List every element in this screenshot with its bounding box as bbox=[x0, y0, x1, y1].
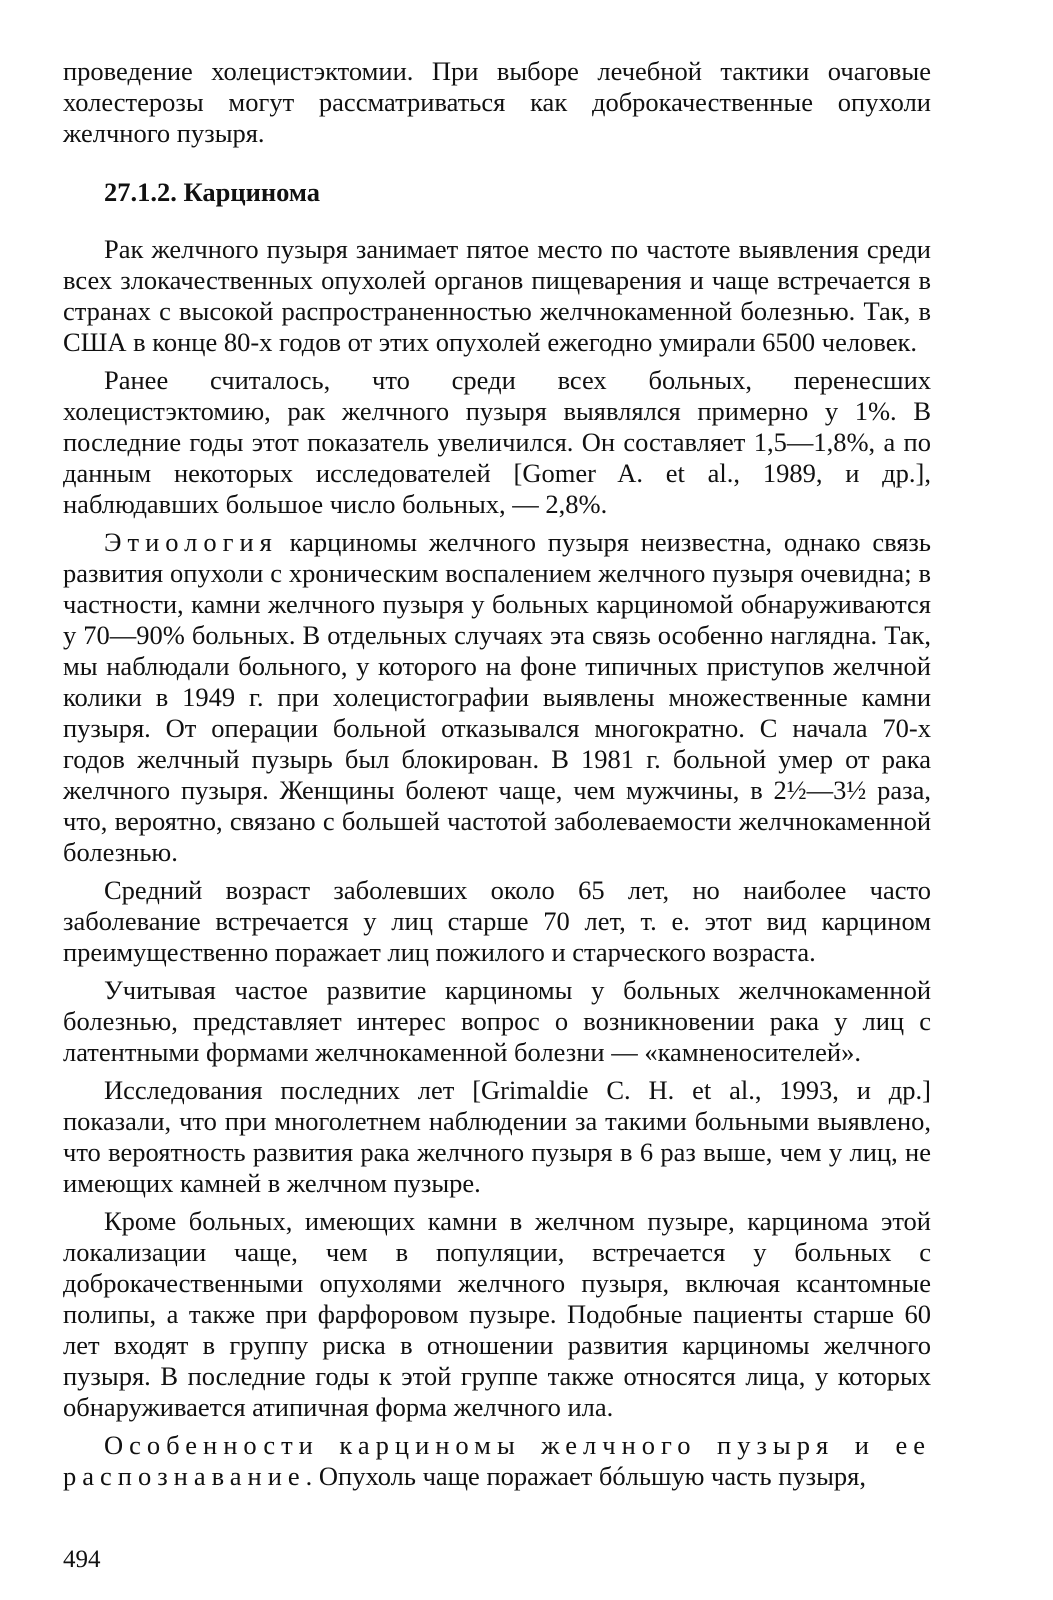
features-term: Особенности карциномы желчного пузыря и ее распознавание bbox=[63, 1430, 931, 1491]
paragraph-continuation: проведение холецистэктомии. При выборе лечебной тактики очаговые холестерозы могут рассматриваться как доброкачественные опухоли желчного пузыря. bbox=[63, 56, 931, 148]
etiology-text: карциномы желчного пузыря неизвестна, однако связь развития опухоли с хроническим воспалением желчного пузыря очевидна; в частности, камни желчного пузыря у больных карциномой обнаруживаются у 70—90% больных. В отдельных случаях эта связь особенно наглядна. Так, мы наблюдали больного, у которого на фоне типичных приступов желчной колики в 1949 г. при холецистографии выявлены множественные камни пузыря. От операции больной отказывался многократно. С начала 70-х годов желчный пузырь был блокирован. В 1981 г. больной умер от рака желчного пузыря. Женщины болеют чаще, чем мужчины, в 2½—3½ раза, что, вероятно, связано с большей частотой заболеваемости желчнокаменной болезнью. bbox=[63, 527, 931, 867]
paragraph-age: Средний возраст заболевших около 65 лет, но наиболее часто заболевание встречается у лиц старше 70 лет, т. е. этот вид карцином преимущественно поражает лиц пожилого и старческого возраста. bbox=[63, 875, 931, 967]
paragraph-features bbox=[63, 1430, 931, 1492]
paragraph-risk-group: Кроме больных, имеющих камни в желчном пузыре, карцинома этой локализации чаще, чем в популяции, встречается у больных с доброкачественными опухолями желчного пузыря, включая ксантомные полипы, а также при фарфоровом пузыре. Подобные пациенты старше 60 лет входят в группу риска в отношении развития карциномы желчного пузыря. В последние годы к этой группе также относятся лица, у которых обнаруживается атипичная форма желчного ила. bbox=[63, 1206, 931, 1422]
paragraph-latent-forms: Учитывая частое развитие карциномы у больных желчнокаменной болезнью, представляет интерес вопрос о возникновении рака у лиц с латентными формами желчнокаменной болезни — «камненосителей». bbox=[63, 975, 931, 1067]
paragraph-research: Исследования последних лет [Grimaldie C. H. et al., 1993, и др.] показали, что при многолетнем наблюдении за такими больными выявлено, что вероятность развития рака желчного пузыря в 6 раз выше, чем у лиц, не имеющих камней в желчном пузыре. bbox=[63, 1075, 931, 1198]
section-heading: 27.1.2. Карцинома bbox=[104, 177, 321, 207]
etiology-term: Этиология bbox=[104, 527, 278, 557]
features-text: . Опухоль чаще поражает бóльшую часть пузыря, bbox=[305, 1461, 866, 1491]
paragraph-incidence: Рак желчного пузыря занимает пятое место по частоте выявления среди всех злокачественных опухолей органов пищеварения и чаще встречается в странах с высокой распространенностью желчнокаменной болезнью. Так, в США в конце 80-х годов от этих опухолей ежегодно умирали 6500 человек. bbox=[63, 234, 931, 357]
paragraph-etiology bbox=[63, 527, 931, 868]
page-body bbox=[63, 56, 931, 1492]
paragraph-frequency: Ранее считалось, что среди всех больных, перенесших холецистэктомию, рак желчного пузыря выявлялся примерно у 1%. В последние годы этот показатель увеличился. Он составляет 1,5—1,8%, а по данным некоторых исследователей [Gomer A. et al., 1989, и др.], наблюдавших большое число больных, — 2,8%. bbox=[63, 365, 931, 519]
page-number: 494 bbox=[63, 1546, 101, 1573]
